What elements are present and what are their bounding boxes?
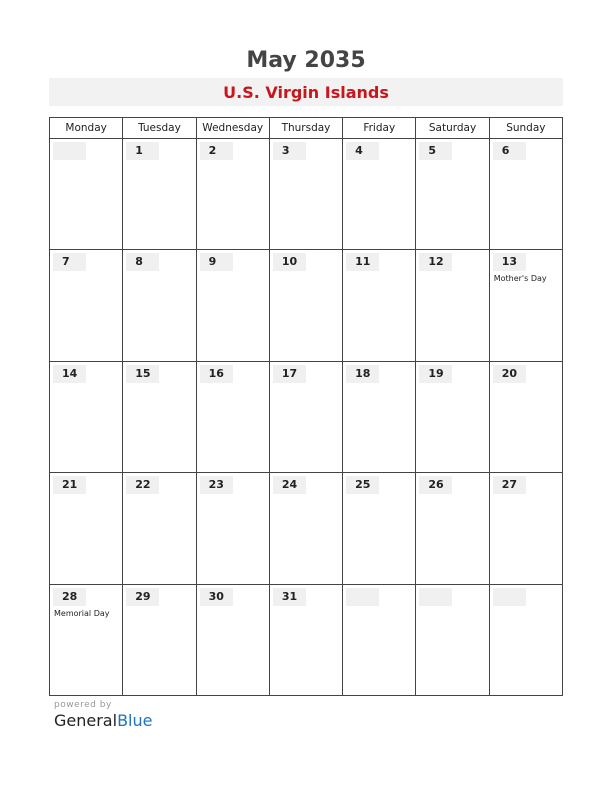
day-number-box (126, 476, 159, 494)
day-number: 11 (355, 255, 371, 269)
day-number-box (493, 588, 526, 606)
day-number: 1 (135, 144, 143, 157)
day-cell (489, 361, 562, 472)
day-number: 28 (62, 589, 78, 603)
footer-branding (54, 700, 152, 730)
weekday-header: Wednesday (196, 118, 269, 139)
day-number: 18 (355, 366, 371, 380)
day-cell (196, 361, 269, 472)
week-row (50, 139, 563, 250)
day-cell (123, 473, 196, 584)
day-cell (343, 250, 416, 361)
day-cell (123, 584, 196, 695)
day-cell (489, 139, 562, 250)
day-number: 5 (428, 144, 437, 157)
weekday-header-row (50, 118, 563, 139)
day-number-box (126, 588, 159, 606)
day-cell (50, 139, 123, 250)
day-number: 17 (281, 366, 298, 380)
day-number-box (53, 142, 86, 160)
week-row (50, 250, 563, 361)
day-cell (343, 361, 416, 472)
day-number-box (200, 253, 233, 271)
day-cell (489, 584, 562, 695)
weekday-header: Monday (50, 118, 123, 139)
day-number: 27 (501, 478, 517, 492)
day-number-box (200, 476, 233, 494)
weekday-header: Tuesday (123, 118, 196, 139)
day-cell (416, 361, 489, 472)
day-number-box (53, 253, 86, 271)
day-number-box (53, 588, 86, 606)
day-number-box (419, 253, 452, 271)
month-calendar (49, 117, 563, 696)
day-number-box (273, 588, 306, 606)
powered-by-text: powered by (54, 700, 112, 710)
day-cell (123, 361, 196, 472)
week-row (50, 361, 563, 472)
day-number-box (493, 253, 526, 271)
day-cell (50, 361, 123, 472)
day-number: 14 (62, 366, 78, 380)
day-number-box (346, 476, 379, 494)
day-number-box (346, 365, 379, 383)
weekday-header: Sunday (489, 118, 562, 139)
day-cell (50, 250, 123, 361)
day-cell (269, 584, 342, 695)
day-number: 4 (355, 144, 363, 157)
day-cell (416, 139, 489, 250)
day-number-box (53, 476, 86, 494)
day-cell (416, 473, 489, 584)
holiday-label: Memorial Day (54, 608, 110, 618)
day-cell (196, 250, 269, 361)
day-number-box (53, 365, 86, 383)
day-cell (123, 250, 196, 361)
day-number: 25 (355, 478, 371, 492)
day-cell (123, 139, 196, 250)
day-number-box (273, 476, 306, 494)
day-number-box (493, 365, 526, 383)
day-number-box (126, 142, 159, 160)
holiday-label: Mother's Day (493, 274, 547, 284)
day-number: 26 (428, 478, 444, 492)
day-cell (269, 250, 342, 361)
day-number-box (346, 253, 379, 271)
day-number: 8 (135, 255, 143, 269)
day-number-box (419, 476, 452, 494)
day-number-box (273, 365, 306, 383)
weekday-header: Saturday (416, 118, 489, 139)
day-number-box (493, 476, 526, 494)
week-row (50, 473, 563, 584)
day-number: 9 (208, 255, 217, 269)
brand-blue: Blue (117, 711, 153, 730)
day-cell (196, 139, 269, 250)
day-number-box (493, 142, 526, 160)
day-cell (489, 250, 562, 361)
day-cell (416, 584, 489, 695)
brand-general: General (54, 711, 118, 730)
day-number: 15 (135, 366, 151, 380)
day-number: 7 (62, 255, 70, 269)
day-number: 16 (208, 366, 224, 380)
day-cell (489, 473, 562, 584)
day-cell (269, 361, 342, 472)
day-number: 30 (208, 589, 224, 603)
day-number: 23 (208, 478, 224, 492)
day-cell (196, 473, 269, 584)
day-cell (343, 584, 416, 695)
day-number-box (126, 365, 159, 383)
day-number-box (419, 365, 452, 383)
day-number-box (200, 365, 233, 383)
day-cell (196, 584, 269, 695)
day-number-box (200, 142, 233, 160)
day-cell (50, 584, 123, 695)
day-number: 24 (281, 478, 298, 492)
day-number: 2 (208, 144, 217, 157)
day-number: 10 (281, 255, 298, 269)
weekday-header: Thursday (269, 118, 342, 139)
day-cell (50, 473, 123, 584)
day-cell (269, 473, 342, 584)
day-number: 19 (428, 366, 444, 380)
day-number: 29 (135, 589, 151, 603)
day-number-box (346, 142, 379, 160)
day-number-box (346, 588, 379, 606)
country-name: U.S. Virgin Islands (223, 82, 389, 102)
week-row (50, 584, 563, 695)
day-number: 31 (281, 589, 298, 603)
day-number-box (126, 253, 159, 271)
day-number: 20 (501, 366, 517, 380)
day-number: 21 (62, 478, 78, 492)
day-number-box (200, 588, 233, 606)
day-number: 6 (501, 144, 510, 157)
weekday-header: Friday (343, 118, 416, 139)
day-number-box (419, 588, 452, 606)
calendar-body (50, 139, 563, 696)
day-cell (416, 250, 489, 361)
day-cell (343, 473, 416, 584)
day-number-box (273, 142, 306, 160)
day-number-box (419, 142, 452, 160)
day-cell (343, 139, 416, 250)
calendar-title: May 2035 (246, 48, 366, 73)
day-number: 22 (135, 478, 151, 492)
day-number: 3 (281, 144, 290, 157)
day-cell (269, 139, 342, 250)
brand-logo (54, 711, 152, 730)
day-number: 12 (428, 255, 444, 269)
day-number: 13 (501, 255, 517, 269)
country-banner (49, 78, 563, 106)
day-number-box (273, 253, 306, 271)
